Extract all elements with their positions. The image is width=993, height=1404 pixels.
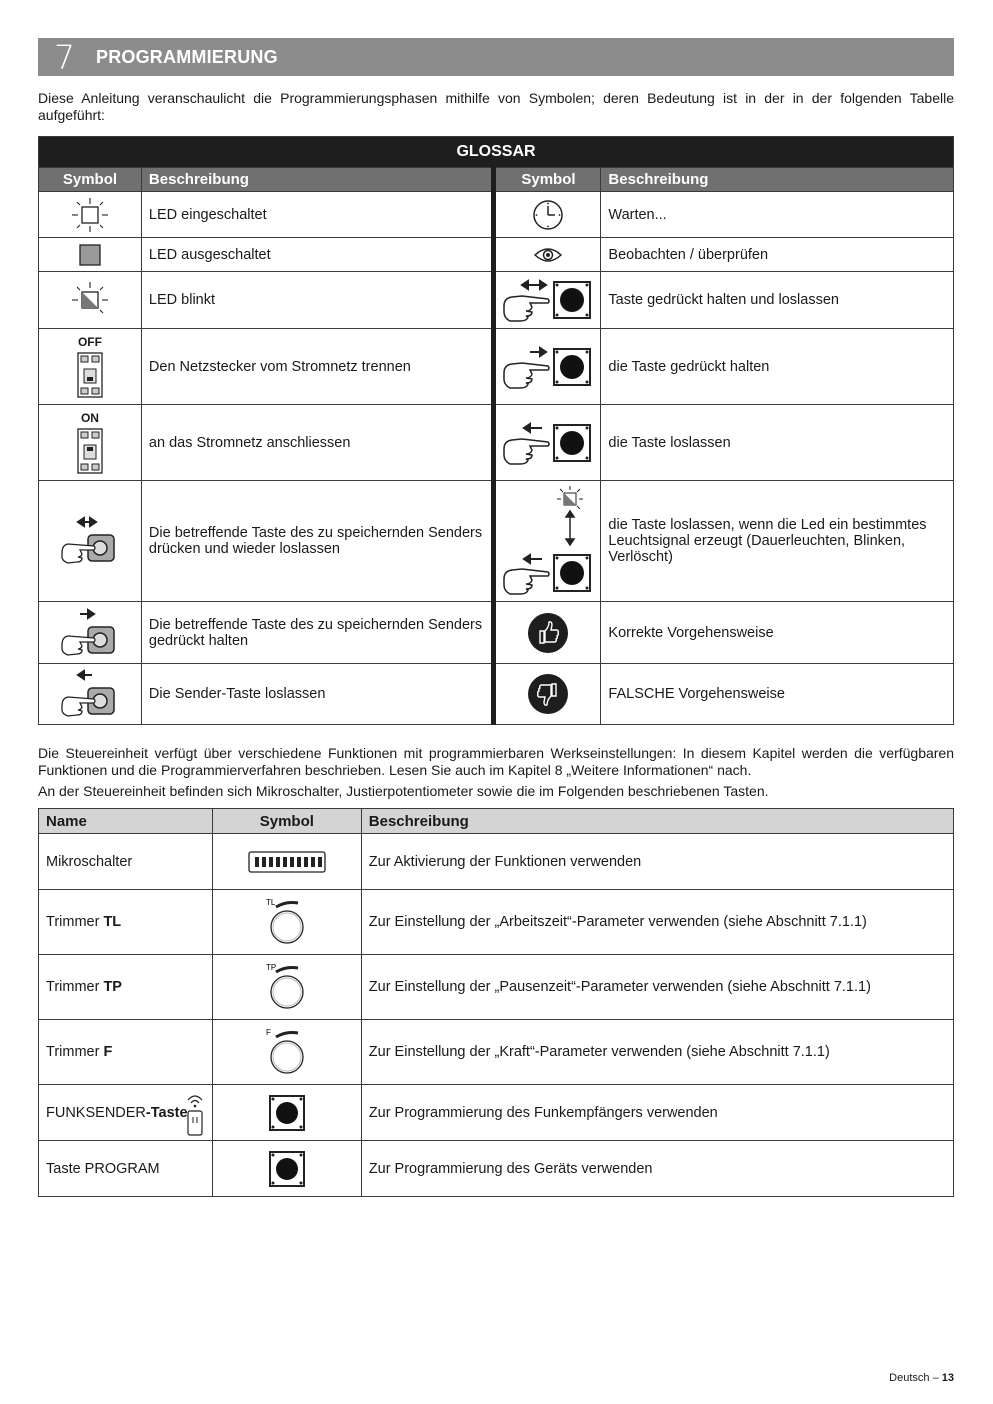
- control-desc: Zur Programmierung des Funkempfängers verwenden: [361, 1085, 953, 1141]
- col-symbol: Symbol: [494, 168, 601, 192]
- hand-release-icon: [494, 405, 601, 481]
- glossary-desc: Die betreffende Taste des zu speichernden Senders gedrückt halten: [141, 602, 494, 664]
- control-name-prefix: Trimmer: [46, 1044, 104, 1060]
- col-symbol: Symbol: [39, 168, 142, 192]
- control-desc: Zur Einstellung der „Pausenzeit“-Parameter verwenden (siehe Abschnitt 7.1.1): [361, 955, 953, 1020]
- controls-row: [39, 1141, 954, 1197]
- control-desc: Zur Aktivierung der Funktionen verwenden: [361, 834, 953, 890]
- glossary-row: [39, 329, 954, 405]
- page-footer: [889, 1372, 954, 1384]
- controls-row: [39, 1020, 954, 1085]
- glossary-desc: die Taste loslassen: [601, 405, 954, 481]
- control-name-prefix: FUNKSENDER: [46, 1104, 146, 1121]
- breaker-on-icon: [39, 405, 142, 481]
- glossary-desc: Den Netzstecker vom Stromnetz trennen: [141, 329, 494, 405]
- trimmer-label: TL: [265, 898, 276, 907]
- glossary-desc: Korrekte Vorgehensweise: [601, 602, 954, 664]
- thumbs-down-icon: [494, 664, 601, 725]
- hand-hold-icon: [494, 329, 601, 405]
- glossary-row: [39, 238, 954, 272]
- glossary-desc: Taste gedrückt halten und loslassen: [601, 272, 954, 329]
- glossary-desc: LED eingeschaltet: [141, 192, 494, 238]
- control-name-prefix: Trimmer: [46, 914, 104, 930]
- glossary-row: [39, 602, 954, 664]
- glossary-row: [39, 405, 954, 481]
- trimmer-label: TP: [265, 963, 277, 972]
- footer-language: Deutsch –: [889, 1372, 942, 1384]
- section-title: PROGRAMMIERUNG: [96, 46, 278, 67]
- col-description: Beschreibung: [361, 809, 953, 834]
- trimmer-label: F: [265, 1028, 271, 1037]
- controls-row: [39, 834, 954, 890]
- glossary-desc: Beobachten / überprüfen: [601, 238, 954, 272]
- col-description: Beschreibung: [601, 168, 954, 192]
- controls-row: [39, 955, 954, 1020]
- transmitter-release-icon: [39, 664, 142, 725]
- controls-table: [38, 808, 954, 1197]
- control-desc: Zur Programmierung des Geräts verwenden: [361, 1141, 953, 1197]
- control-name: [39, 1020, 213, 1085]
- glossary-table: [38, 136, 954, 725]
- glossary-desc: die Taste gedrückt halten: [601, 329, 954, 405]
- control-name: Taste PROGRAM: [39, 1141, 213, 1197]
- glossary-desc: an das Stromnetz anschliessen: [141, 405, 494, 481]
- push-button-icon: [212, 1085, 361, 1141]
- transmitter-press-release-icon: [39, 481, 142, 602]
- glossary-desc: LED blinkt: [141, 272, 494, 329]
- thumbs-up-icon: [494, 602, 601, 664]
- breaker-off-label: OFF: [77, 334, 102, 349]
- control-name: [39, 955, 213, 1020]
- control-desc: Zur Einstellung der „Arbeitszeit“-Parameter verwenden (siehe Abschnitt 7.1.1): [361, 890, 953, 955]
- dip-switch-icon: [212, 834, 361, 890]
- glossary-row: [39, 192, 954, 238]
- eye-icon: [494, 238, 601, 272]
- glossary-desc: LED ausgeschaltet: [141, 238, 494, 272]
- release-on-led-signal-icon: [494, 481, 601, 602]
- remote-control-icon: [184, 1091, 206, 1137]
- col-description: Beschreibung: [141, 168, 494, 192]
- control-name-bold: F: [103, 1044, 113, 1060]
- glossary-desc: Warten...: [601, 192, 954, 238]
- glossary-title: GLOSSAR: [39, 137, 954, 168]
- breaker-off-icon: [39, 329, 142, 405]
- functions-paragraph: Die Steuereinheit verfügt über verschiedene Funktionen mit programmierbaren Werkseinstellungen: In diesem Kapitel werden die verfügbaren Funktionen und die Programmierverfahren beschrieben. Lesen Sie auch im Kapitel 8 „Weitere Informationen“ nach.: [38, 745, 954, 778]
- led-blink-icon: [39, 272, 142, 329]
- control-name-bold: -Taste: [145, 1104, 188, 1121]
- section-number: 7: [54, 37, 75, 77]
- control-name-bold: TP: [103, 979, 122, 995]
- col-symbol: Symbol: [212, 809, 361, 834]
- controls-paragraph: An der Steuereinheit befinden sich Mikroschalter, Justierpotentiometer sowie die im Folgenden beschriebenen Tasten.: [38, 783, 769, 799]
- trimmer-icon: [212, 890, 361, 955]
- led-on-icon: [39, 192, 142, 238]
- glossary-desc: FALSCHE Vorgehensweise: [601, 664, 954, 725]
- page-number: 13: [941, 1372, 954, 1384]
- glossary-row: [39, 481, 954, 602]
- control-name: [39, 890, 213, 955]
- col-name: Name: [39, 809, 213, 834]
- glossary-desc: Die Sender-Taste loslassen: [141, 664, 494, 725]
- glossary-row: [39, 664, 954, 725]
- trimmer-icon: [212, 955, 361, 1020]
- transmitter-hold-icon: [39, 602, 142, 664]
- control-name-prefix: Trimmer: [46, 979, 104, 995]
- clock-icon: [494, 192, 601, 238]
- glossary-desc: die Taste loslassen, wenn die Led ein bestimmtes Leuchtsignal erzeugt (Dauerleuchten, Blinken, Verlöscht): [601, 481, 954, 602]
- section-header: [38, 38, 954, 76]
- intro-paragraph: Diese Anleitung veranschaulicht die Programmierungsphasen mithilfe von Symbolen; deren Bedeutung ist in der in der folgenden Tabelle aufgeführt:: [38, 90, 954, 123]
- glossary-desc: Die betreffende Taste des zu speichernden Senders drücken und wieder loslassen: [141, 481, 494, 602]
- breaker-on-label: ON: [80, 410, 99, 425]
- hand-press-release-icon: [494, 272, 601, 329]
- led-off-icon: [39, 238, 142, 272]
- push-button-icon: [212, 1141, 361, 1197]
- control-name-bold: TL: [103, 914, 122, 930]
- trimmer-icon: [212, 1020, 361, 1085]
- controls-row: [39, 1085, 954, 1141]
- controls-row: [39, 890, 954, 955]
- glossary-row: [39, 272, 954, 329]
- control-desc: Zur Einstellung der „Kraft“-Parameter verwenden (siehe Abschnitt 7.1.1): [361, 1020, 953, 1085]
- control-name: [39, 1085, 213, 1141]
- control-name: Mikroschalter: [39, 834, 213, 890]
